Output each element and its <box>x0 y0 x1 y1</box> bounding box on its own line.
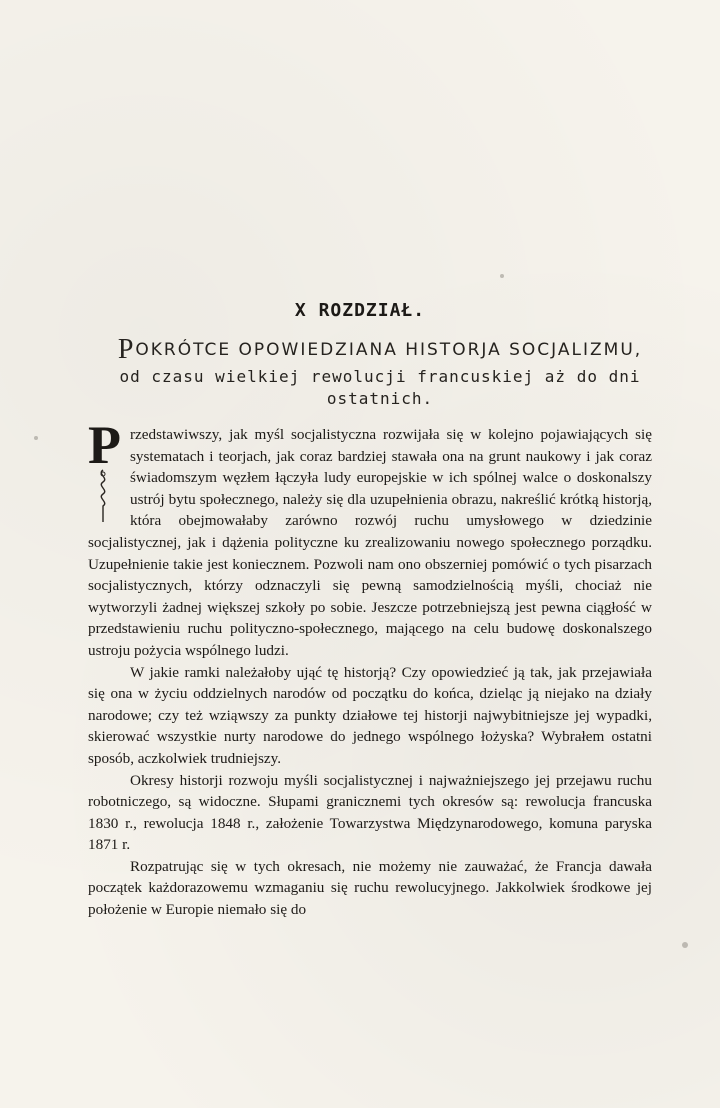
paragraph-4: Rozpatrując się w tych okresach, nie możemy nie zauważać, że Francja dawała początek każdorazowemu wzmaganiu się ruchu rewolucyjnego. Jakkolwiek środkowe jej położenie w Europie niemało się do <box>88 857 652 919</box>
paragraph-1-text: rzedstawiwszy, jak myśl socjalistyczna rozwijała się w kolejno pojawiających się systematach i teorjach, jak coraz bardziej stawała ona na grunt naukowy i jak coraz świadomszym węzłem łączyła ludy europejskie w ich spólnej walce o doskonalszy ustrój bytu społecznego, należy się dla uzupełnienia obrazu, nakreślić krótką historją, która obejmowałaby zarówno rozwój ruchu umysłowego w dziedzinie socjalistycznej, jak i dążenia polityczne ku zrealizowaniu nowego społecznego porządku. Uzupełnienie takie jest koniecznem. Pozwoli nam ono obszerniej pomówić o tych pisarzach socjalistycznych, którzy odznaczyli się pewną samodzielnością myśli, chociaż nie wytworzyli żadnej większej szkoły po sobie. Jeszcze potrzebniejszą jest pewna ciągłość w przedstawieniu ruchu polityczno-społecznego, mającego na celu budowę doskonalszego ustroju pożycia wspólnego ludzi. <box>88 426 652 659</box>
paper-speck <box>34 436 38 440</box>
chapter-title-initial: P <box>117 334 136 365</box>
dropcap-ornament-icon <box>94 468 112 524</box>
chapter-subtitle: od czasu wielkiej rewolucji francuskiej aż do dni ostatnich. <box>119 367 641 408</box>
paper-speck <box>682 942 688 948</box>
chapter-title <box>95 334 665 410</box>
chapter-number: X ROZDZIAŁ. <box>294 300 426 321</box>
paper-speck <box>500 274 504 278</box>
dropcap-letter: P <box>88 415 121 475</box>
paragraph-1 <box>88 415 652 662</box>
paragraph-3: Okresy historji rozwoju myśli socjalistycznej i najważniejszego jej przejawu ruchu robotniczego, są widoczne. Słupami granicznemi tych okresów są: rewolucja francuska 1830 r., rewolucja 1848 r., założenie Towarzystwa Międzynarodowego, komuna paryska 1871 r. <box>88 771 652 854</box>
dropcap <box>88 415 124 512</box>
paragraph-2: W jakie ramki należałoby ująć tę historją? Czy opowiedzieć ją tak, jak przejawiała się ona w życiu oddzielnych narodów od początku do końca, dzieląc ją niejako na działy narodowe; czy też wziąwszy za punkty działowe tej historji najwybitniejsze jej wypadki, skierować wszystkie nurty narodowe do jednego wspólnego łożyska? Wybrałem ostatni sposób, aczkolwiek trudniejszy. <box>88 663 652 767</box>
chapter-title-line1-text: OKRÓTCE OPOWIEDZIANA HISTORJA SOCJALIZMU, <box>135 340 643 360</box>
chapter-title-line1 <box>95 334 665 365</box>
chapter-body <box>88 415 652 921</box>
